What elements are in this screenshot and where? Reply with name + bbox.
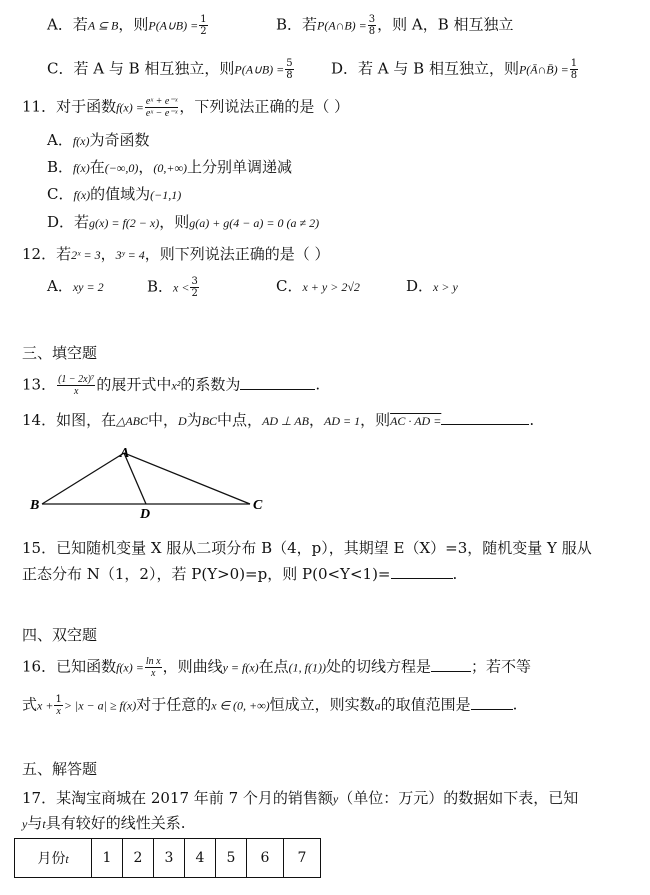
q12-option-d: D．x > y — [406, 277, 458, 295]
q17-line1: 17．某淘宝商城在 2017 年前 7 个月的销售额y（单位：万元）的数据如下表，已知 — [22, 789, 579, 807]
q14: 14．如图，在△ABC中，D为BC中点，AD ⊥ AB，AD = 1，则AC · AD = . — [22, 411, 535, 429]
sales-table — [14, 838, 321, 878]
q17-line2: y与t具有较好的线性关系. — [22, 814, 186, 832]
table-cell-month-7: 7 — [284, 839, 321, 878]
q13: 13． $\frac{\text{(1 − 2x)⁷}}{x}$ 的展开式中x²的系数为 . — [22, 374, 321, 397]
q16-answer-blank-1[interactable] — [431, 657, 471, 672]
q11-stem: 11．对于函数f(x) = $\frac{\text{eˣ + e⁻ˣ}}{\text{eˣ − e⁻ˣ}}$ ，下列说法正确的是（ ） — [22, 96, 350, 119]
q11-option-d: D．若g(x) = f(2 − x)，则g(a) + g(4 − a) = 0 (a ≠ 2) — [47, 213, 320, 231]
section-fill-blank: 三、填空题 — [22, 344, 98, 362]
triangle-figure — [28, 445, 268, 520]
q15-answer-blank[interactable] — [391, 564, 453, 579]
point-d-label: D — [140, 507, 151, 520]
vertex-c-label: C — [253, 498, 263, 513]
vertex-a-label: A — [120, 446, 130, 461]
table-cell-month-4: 4 — [185, 839, 216, 878]
vertex-b-label: B — [30, 498, 40, 513]
q12-option-b: B．x < $\frac{3}{2}$ — [147, 276, 198, 299]
table-cell-month-6: 6 — [247, 839, 284, 878]
q12-option-c: C．x + y > 2√2 — [276, 277, 360, 295]
q11-option-a: A．f(x)为奇函数 — [47, 131, 150, 149]
table-cell-month-3: 3 — [154, 839, 185, 878]
table-cell-month-2: 2 — [123, 839, 154, 878]
q11-option-c: C．f(x)的值域为(−1,1) — [47, 185, 182, 203]
table-cell-month-5: 5 — [216, 839, 247, 878]
q10-option-c: C．若 A 与 B 相互独立，则P(A∪B) = $\frac{5}{8}$ — [47, 58, 293, 81]
table-header-month: 月份t — [15, 839, 92, 878]
q16-line2: 式x + $\frac{1}{x}$ > |x − a| ≥ f(x)对于任意的x ∈ (0, +∞)恒成立，则实数a的取值范围是 . — [22, 694, 518, 717]
table-cell-month-1: 1 — [92, 839, 123, 878]
q14-answer-blank[interactable] — [441, 410, 529, 425]
table-row — [15, 839, 321, 878]
q10-option-d: D．若 A 与 B 相互独立，则P(Ā∩B̄) = $\frac{1}{8}$ — [331, 58, 578, 81]
section-double-blank: 四、双空题 — [22, 626, 98, 644]
q16-answer-blank-2[interactable] — [471, 695, 513, 710]
q13-answer-blank[interactable] — [240, 375, 315, 390]
q15-line1: 15．已知随机变量 X 服从二项分布 B（4，p），其期望 E（X）=3，随机变量 Y 服从 — [22, 539, 592, 557]
q15-line2: 正态分布 N（1，2），若 P(Y>0)=p，则 P(0<Y<1)= . — [22, 565, 458, 583]
q11-option-b: B．f(x)在(−∞,0)，(0,+∞)上分别单调递减 — [47, 158, 293, 176]
section-solution: 五、解答题 — [22, 760, 98, 778]
q16-line1: 16．已知函数f(x) = $\frac{\text{ln x}}{x}$ ，则曲线y = f(x)在点(1, f(1))处的切线方程是 ；若不等 — [22, 656, 532, 679]
q12-stem: 12．若2ˣ = 3，3ʸ = 4，则下列说法正确的是（ ） — [22, 245, 330, 263]
q10-option-b: B．若P(A∩B) = $\frac{3}{8}$ ，则 A，B 相互独立 — [276, 14, 514, 37]
q10-option-a: A．若A ⊆ B，则P(A∪B) = $\frac{1}{2}$ — [47, 14, 207, 37]
q12-option-a: A．xy = 2 — [47, 277, 104, 295]
